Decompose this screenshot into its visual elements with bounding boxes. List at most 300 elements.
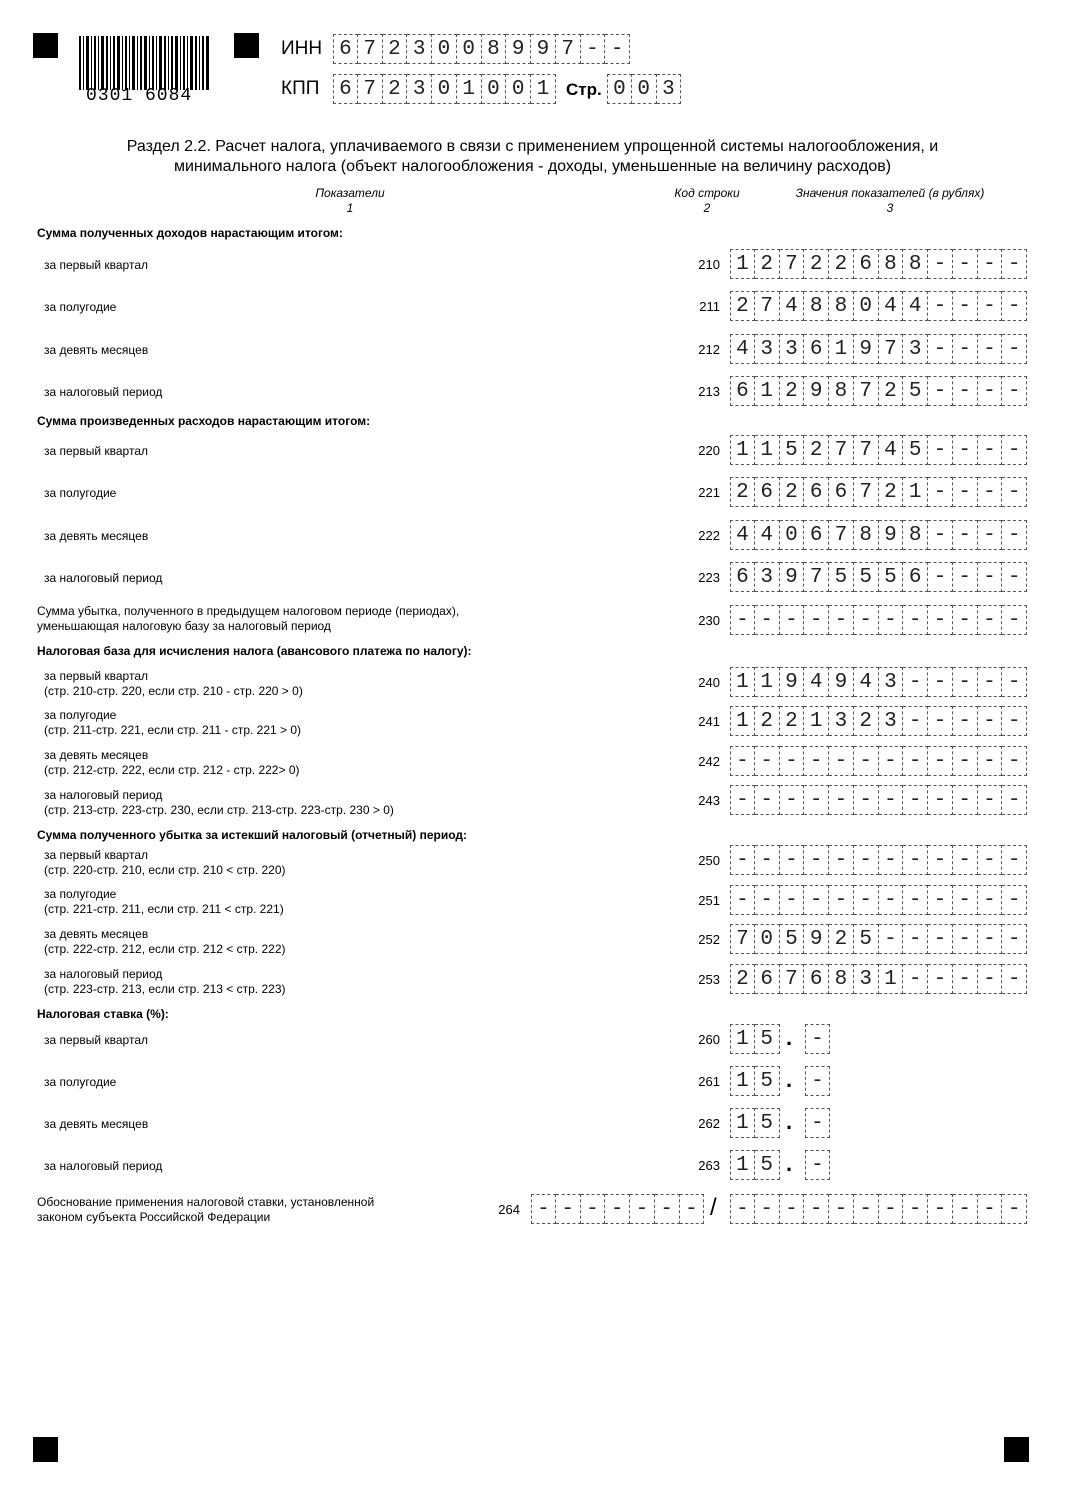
- char-cell: 6: [333, 74, 358, 104]
- char-cell: -: [953, 845, 978, 875]
- column-header-3: [770, 186, 1010, 216]
- char-cell: -: [780, 785, 805, 815]
- char-cell: -: [854, 1194, 879, 1224]
- row-241-label: [44, 708, 301, 738]
- char-cell: 8: [903, 249, 928, 279]
- row-210-code: 210: [698, 257, 720, 272]
- char-cell: -: [928, 924, 953, 954]
- char-cell: 2: [879, 376, 904, 406]
- row-241-label-line-1: за полугодие: [44, 708, 117, 722]
- row-252-label: [44, 927, 285, 957]
- row-240-label: [44, 669, 303, 699]
- char-cell: -: [903, 706, 928, 736]
- char-cell: -: [879, 605, 904, 635]
- char-cell: -: [556, 1194, 581, 1224]
- column-2-label: Код строки: [674, 186, 740, 200]
- char-cell: -: [928, 520, 953, 550]
- column-1-label: Показатели: [315, 186, 385, 200]
- char-cell: 4: [854, 667, 879, 697]
- char-cell: 4: [879, 435, 904, 465]
- row-260-int[interactable]: [730, 1024, 780, 1054]
- char-cell: -: [953, 334, 978, 364]
- kpp-field[interactable]: [333, 74, 556, 104]
- char-cell: 7: [780, 249, 805, 279]
- char-cell: 6: [854, 249, 879, 279]
- char-cell: -: [953, 477, 978, 507]
- char-cell: -: [928, 376, 953, 406]
- char-cell: 0: [607, 74, 632, 104]
- char-cell: 6: [804, 520, 829, 550]
- char-cell: 3: [879, 667, 904, 697]
- char-cell: -: [755, 785, 780, 815]
- char-cell: -: [531, 1194, 556, 1224]
- char-cell: 4: [903, 291, 928, 321]
- row-263-label: за налоговый период: [44, 1159, 163, 1173]
- char-cell: 6: [333, 34, 358, 64]
- char-cell: -: [804, 885, 829, 915]
- row-263-int[interactable]: [730, 1150, 780, 1180]
- char-cell: 4: [730, 520, 755, 550]
- char-cell: -: [903, 667, 928, 697]
- row-260-decimal-point: .: [786, 1025, 793, 1050]
- char-cell: 2: [804, 435, 829, 465]
- row-240-code: 240: [698, 675, 720, 690]
- barcode-number: 0301 6084: [86, 86, 193, 106]
- char-cell: 2: [780, 706, 805, 736]
- char-cell: -: [928, 249, 953, 279]
- char-cell: -: [829, 845, 854, 875]
- char-cell: 2: [730, 291, 755, 321]
- char-cell: -: [978, 605, 1003, 635]
- char-cell: -: [928, 667, 953, 697]
- row-220-code: 220: [698, 443, 720, 458]
- char-cell: -: [1002, 924, 1027, 954]
- row-243-label: [44, 788, 394, 818]
- char-cell: -: [978, 845, 1003, 875]
- corner-marker-top-mid: [234, 33, 259, 58]
- char-cell: 2: [383, 74, 408, 104]
- char-cell: -: [581, 34, 606, 64]
- char-cell: 2: [730, 477, 755, 507]
- row-211-label: за полугодие: [44, 300, 117, 314]
- char-cell: 2: [829, 249, 854, 279]
- char-cell: 8: [829, 376, 854, 406]
- char-cell: -: [978, 376, 1003, 406]
- row-212-label: за девять месяцев: [44, 343, 149, 357]
- char-cell: 1: [755, 435, 780, 465]
- char-cell: -: [903, 964, 928, 994]
- char-cell: 6: [730, 562, 755, 592]
- row-241-value[interactable]: [730, 706, 1027, 736]
- char-cell: -: [978, 334, 1003, 364]
- row-263-frac[interactable]: [805, 1150, 830, 1180]
- char-cell: -: [953, 376, 978, 406]
- char-cell: 5: [879, 562, 904, 592]
- char-cell: -: [1002, 477, 1027, 507]
- char-cell: 3: [854, 964, 879, 994]
- char-cell: -: [903, 785, 928, 815]
- char-cell: -: [829, 785, 854, 815]
- char-cell: 3: [903, 334, 928, 364]
- row-250-label-line-2: (стр. 220-стр. 210, если стр. 210 < стр. 220): [44, 863, 286, 877]
- char-cell: 7: [556, 34, 581, 64]
- char-cell: -: [805, 1108, 830, 1138]
- char-cell: 4: [730, 334, 755, 364]
- row-242-label: [44, 748, 300, 778]
- char-cell: 8: [804, 291, 829, 321]
- char-cell: -: [978, 520, 1003, 550]
- char-cell: 1: [531, 74, 556, 104]
- row-253-value[interactable]: [730, 964, 1027, 994]
- char-cell: 5: [903, 376, 928, 406]
- row-251-code: 251: [698, 893, 720, 908]
- char-cell: -: [730, 1194, 755, 1224]
- char-cell: 1: [730, 435, 755, 465]
- row-230-label: [37, 604, 459, 634]
- char-cell: 6: [730, 376, 755, 406]
- char-cell: 0: [432, 34, 457, 64]
- char-cell: 3: [407, 74, 432, 104]
- char-cell: -: [780, 605, 805, 635]
- char-cell: -: [879, 885, 904, 915]
- page-field[interactable]: [607, 74, 681, 104]
- char-cell: -: [903, 845, 928, 875]
- char-cell: -: [1002, 376, 1027, 406]
- title-line-1: Раздел 2.2. Расчет налога, уплачиваемого в связи с применением упрощенной системы налогообложения, и: [126, 138, 939, 155]
- row-252-value[interactable]: [730, 924, 1027, 954]
- char-cell: 1: [730, 667, 755, 697]
- char-cell: 0: [755, 924, 780, 954]
- char-cell: 9: [804, 924, 829, 954]
- char-cell: -: [953, 249, 978, 279]
- char-cell: 5: [780, 435, 805, 465]
- char-cell: -: [829, 1194, 854, 1224]
- char-cell: -: [1002, 520, 1027, 550]
- row-264-right-value[interactable]: [730, 1194, 1027, 1224]
- char-cell: 1: [755, 667, 780, 697]
- char-cell: -: [854, 845, 879, 875]
- row-264-label-line-1: Обоснование применения налоговой ставки, установленной: [37, 1195, 375, 1209]
- row-212-value[interactable]: [730, 334, 1027, 364]
- char-cell: -: [928, 885, 953, 915]
- inn-label: ИНН: [281, 38, 323, 59]
- char-cell: 1: [755, 376, 780, 406]
- char-cell: -: [804, 746, 829, 776]
- char-cell: 2: [780, 477, 805, 507]
- char-cell: 1: [730, 1108, 755, 1138]
- char-cell: -: [1002, 885, 1027, 915]
- char-cell: -: [879, 1194, 904, 1224]
- char-cell: 3: [407, 34, 432, 64]
- char-cell: 7: [854, 477, 879, 507]
- char-cell: -: [1002, 785, 1027, 815]
- char-cell: -: [1002, 334, 1027, 364]
- char-cell: 7: [804, 562, 829, 592]
- char-cell: -: [953, 1194, 978, 1224]
- char-cell: -: [978, 562, 1003, 592]
- char-cell: -: [879, 785, 904, 815]
- char-cell: -: [1002, 1194, 1027, 1224]
- char-cell: 9: [506, 34, 531, 64]
- char-cell: 6: [804, 477, 829, 507]
- char-cell: -: [953, 924, 978, 954]
- char-cell: 7: [829, 520, 854, 550]
- section-expenses-heading: Сумма произведенных расходов нарастающим итогом:: [37, 414, 371, 428]
- char-cell: -: [680, 1194, 705, 1224]
- char-cell: -: [928, 1194, 953, 1224]
- char-cell: -: [928, 291, 953, 321]
- char-cell: 6: [755, 477, 780, 507]
- char-cell: 5: [854, 924, 879, 954]
- char-cell: -: [780, 845, 805, 875]
- char-cell: -: [928, 964, 953, 994]
- row-221-label: за полугодие: [44, 486, 117, 500]
- char-cell: -: [730, 746, 755, 776]
- char-cell: 0: [632, 74, 657, 104]
- row-230-value[interactable]: [730, 605, 1027, 635]
- char-cell: 5: [903, 435, 928, 465]
- row-242-value[interactable]: [730, 746, 1027, 776]
- char-cell: -: [755, 845, 780, 875]
- row-211-value[interactable]: [730, 291, 1027, 321]
- char-cell: 1: [730, 1066, 755, 1096]
- char-cell: -: [879, 746, 904, 776]
- char-cell: 9: [531, 34, 556, 64]
- row-242-label-line-1: за девять месяцев: [44, 748, 149, 762]
- char-cell: -: [854, 885, 879, 915]
- row-241-label-line-2: (стр. 211-стр. 221, если стр. 211 - стр. 221 > 0): [44, 723, 302, 737]
- row-261-decimal-point: .: [786, 1067, 793, 1092]
- row-230-label-line-2: уменьшающая налоговую базу за налоговый период: [37, 619, 331, 633]
- char-cell: 3: [879, 706, 904, 736]
- row-252-code: 252: [698, 932, 720, 947]
- char-cell: 2: [383, 34, 408, 64]
- page-label: Стр.: [566, 80, 602, 99]
- char-cell: -: [978, 706, 1003, 736]
- char-cell: 8: [829, 964, 854, 994]
- column-2-number: 2: [703, 201, 711, 215]
- row-243-label-line-2: (стр. 213-стр. 223-стр. 230, если стр. 213-стр. 223-стр. 230 > 0): [44, 803, 394, 817]
- char-cell: 7: [879, 334, 904, 364]
- row-261-int[interactable]: [730, 1066, 780, 1096]
- char-cell: -: [928, 605, 953, 635]
- char-cell: 2: [879, 477, 904, 507]
- char-cell: -: [755, 1194, 780, 1224]
- row-251-label-line-1: за полугодие: [44, 887, 117, 901]
- column-3-label: Значения показателей (в рублях): [795, 186, 985, 200]
- kpp-label: КПП: [281, 78, 320, 99]
- row-220-label: за первый квартал: [44, 444, 149, 458]
- row-261-label: за полугодие: [44, 1075, 117, 1089]
- char-cell: -: [928, 435, 953, 465]
- char-cell: 5: [755, 1066, 780, 1096]
- row-253-label: [44, 967, 285, 997]
- char-cell: 1: [829, 334, 854, 364]
- char-cell: -: [1002, 746, 1027, 776]
- inn-field[interactable]: [333, 34, 630, 64]
- char-cell: -: [804, 605, 829, 635]
- row-264-left-value[interactable]: [531, 1194, 704, 1224]
- char-cell: 1: [903, 477, 928, 507]
- row-251-label: [44, 887, 284, 917]
- row-260-frac[interactable]: [805, 1024, 830, 1054]
- char-cell: 7: [854, 435, 879, 465]
- row-211-code: 211: [699, 299, 720, 314]
- char-cell: -: [730, 885, 755, 915]
- char-cell: -: [829, 746, 854, 776]
- char-cell: -: [730, 605, 755, 635]
- char-cell: -: [1002, 845, 1027, 875]
- row-262-code: 262: [698, 1116, 720, 1131]
- row-243-label-line-1: за налоговый период: [44, 788, 163, 802]
- section-rate-heading: Налоговая ставка (%):: [37, 1007, 169, 1021]
- char-cell: 5: [755, 1150, 780, 1180]
- char-cell: -: [978, 885, 1003, 915]
- row-263-decimal-point: .: [786, 1151, 793, 1176]
- char-cell: -: [953, 562, 978, 592]
- char-cell: 7: [854, 376, 879, 406]
- row-222-value[interactable]: [730, 520, 1027, 550]
- char-cell: 1: [730, 1150, 755, 1180]
- char-cell: 6: [755, 964, 780, 994]
- column-3-number: 3: [886, 201, 894, 215]
- char-cell: 9: [804, 376, 829, 406]
- column-header-2: [657, 186, 757, 216]
- char-cell: -: [903, 1194, 928, 1224]
- row-261-frac[interactable]: [805, 1066, 830, 1096]
- char-cell: -: [630, 1194, 655, 1224]
- char-cell: -: [854, 746, 879, 776]
- char-cell: 3: [755, 334, 780, 364]
- char-cell: -: [730, 845, 755, 875]
- char-cell: -: [780, 746, 805, 776]
- char-cell: 8: [854, 520, 879, 550]
- column-1-number: 1: [346, 201, 354, 215]
- char-cell: -: [879, 924, 904, 954]
- char-cell: -: [1002, 435, 1027, 465]
- char-cell: -: [903, 605, 928, 635]
- char-cell: -: [953, 746, 978, 776]
- row-260-label: за первый квартал: [44, 1033, 149, 1047]
- page-title: [40, 137, 1025, 177]
- barcode-icon: [79, 36, 209, 90]
- row-250-label-line-1: за первый квартал: [44, 848, 149, 862]
- char-cell: -: [854, 605, 879, 635]
- section-income-heading: Сумма полученных доходов нарастающим итогом:: [37, 226, 343, 240]
- char-cell: 2: [755, 706, 780, 736]
- char-cell: -: [805, 1150, 830, 1180]
- char-cell: 0: [457, 34, 482, 64]
- char-cell: 0: [482, 74, 507, 104]
- char-cell: 7: [780, 964, 805, 994]
- char-cell: -: [1002, 249, 1027, 279]
- row-253-label-line-1: за налоговый период: [44, 967, 163, 981]
- row-250-value[interactable]: [730, 845, 1027, 875]
- row-240-value[interactable]: [730, 667, 1027, 697]
- char-cell: -: [928, 334, 953, 364]
- char-cell: -: [1002, 291, 1027, 321]
- char-cell: 7: [730, 924, 755, 954]
- row-264-label-line-2: законом субъекта Российской Федерации: [37, 1210, 271, 1224]
- char-cell: 9: [854, 334, 879, 364]
- row-223-value[interactable]: [730, 562, 1027, 592]
- char-cell: -: [978, 785, 1003, 815]
- corner-marker-top-left: [33, 33, 58, 58]
- row-213-label: за налоговый период: [44, 385, 163, 399]
- char-cell: 2: [854, 706, 879, 736]
- row-210-value[interactable]: [730, 249, 1027, 279]
- section-tax-base-heading: Налоговая база для исчисления налога (авансового платежа по налогу):: [37, 644, 472, 658]
- row-253-label-line-2: (стр. 223-стр. 213, если стр. 213 < стр. 223): [44, 982, 286, 996]
- char-cell: -: [605, 34, 630, 64]
- char-cell: -: [928, 706, 953, 736]
- row-221-value[interactable]: [730, 477, 1027, 507]
- row-240-label-line-2: (стр. 210-стр. 220, если стр. 210 - стр. 220 > 0): [44, 684, 303, 698]
- row-223-code: 223: [698, 570, 720, 585]
- char-cell: -: [953, 785, 978, 815]
- char-cell: -: [928, 845, 953, 875]
- char-cell: -: [1002, 964, 1027, 994]
- char-cell: 3: [755, 562, 780, 592]
- char-cell: 1: [879, 964, 904, 994]
- row-262-int[interactable]: [730, 1108, 780, 1138]
- row-261-code: 261: [698, 1074, 720, 1089]
- char-cell: 8: [879, 249, 904, 279]
- row-263-code: 263: [698, 1158, 720, 1173]
- char-cell: 1: [730, 1024, 755, 1054]
- char-cell: -: [953, 667, 978, 697]
- char-cell: 7: [755, 291, 780, 321]
- char-cell: -: [903, 746, 928, 776]
- char-cell: -: [879, 845, 904, 875]
- row-250-label: [44, 848, 285, 878]
- row-243-value[interactable]: [730, 785, 1027, 815]
- char-cell: 7: [358, 34, 383, 64]
- char-cell: 0: [780, 520, 805, 550]
- char-cell: -: [1002, 706, 1027, 736]
- char-cell: -: [928, 562, 953, 592]
- char-cell: -: [903, 924, 928, 954]
- char-cell: -: [978, 477, 1003, 507]
- char-cell: -: [780, 885, 805, 915]
- row-242-label-line-2: (стр. 212-стр. 222, если стр. 212 - стр. 222> 0): [44, 763, 300, 777]
- char-cell: -: [928, 477, 953, 507]
- char-cell: -: [805, 1066, 830, 1096]
- char-cell: -: [978, 1194, 1003, 1224]
- char-cell: 5: [755, 1024, 780, 1054]
- char-cell: -: [854, 785, 879, 815]
- char-cell: -: [804, 785, 829, 815]
- row-252-label-line-1: за девять месяцев: [44, 927, 149, 941]
- row-251-value[interactable]: [730, 885, 1027, 915]
- char-cell: -: [928, 785, 953, 815]
- char-cell: -: [755, 885, 780, 915]
- row-213-value[interactable]: [730, 376, 1027, 406]
- char-cell: 4: [804, 667, 829, 697]
- char-cell: 4: [879, 291, 904, 321]
- char-cell: -: [928, 746, 953, 776]
- char-cell: 4: [755, 520, 780, 550]
- char-cell: 2: [730, 964, 755, 994]
- row-262-frac[interactable]: [805, 1108, 830, 1138]
- char-cell: -: [953, 520, 978, 550]
- row-220-value[interactable]: [730, 435, 1027, 465]
- char-cell: 0: [506, 74, 531, 104]
- char-cell: 3: [780, 334, 805, 364]
- char-cell: -: [581, 1194, 606, 1224]
- row-243-code: 243: [698, 793, 720, 808]
- row-260-code: 260: [698, 1032, 720, 1047]
